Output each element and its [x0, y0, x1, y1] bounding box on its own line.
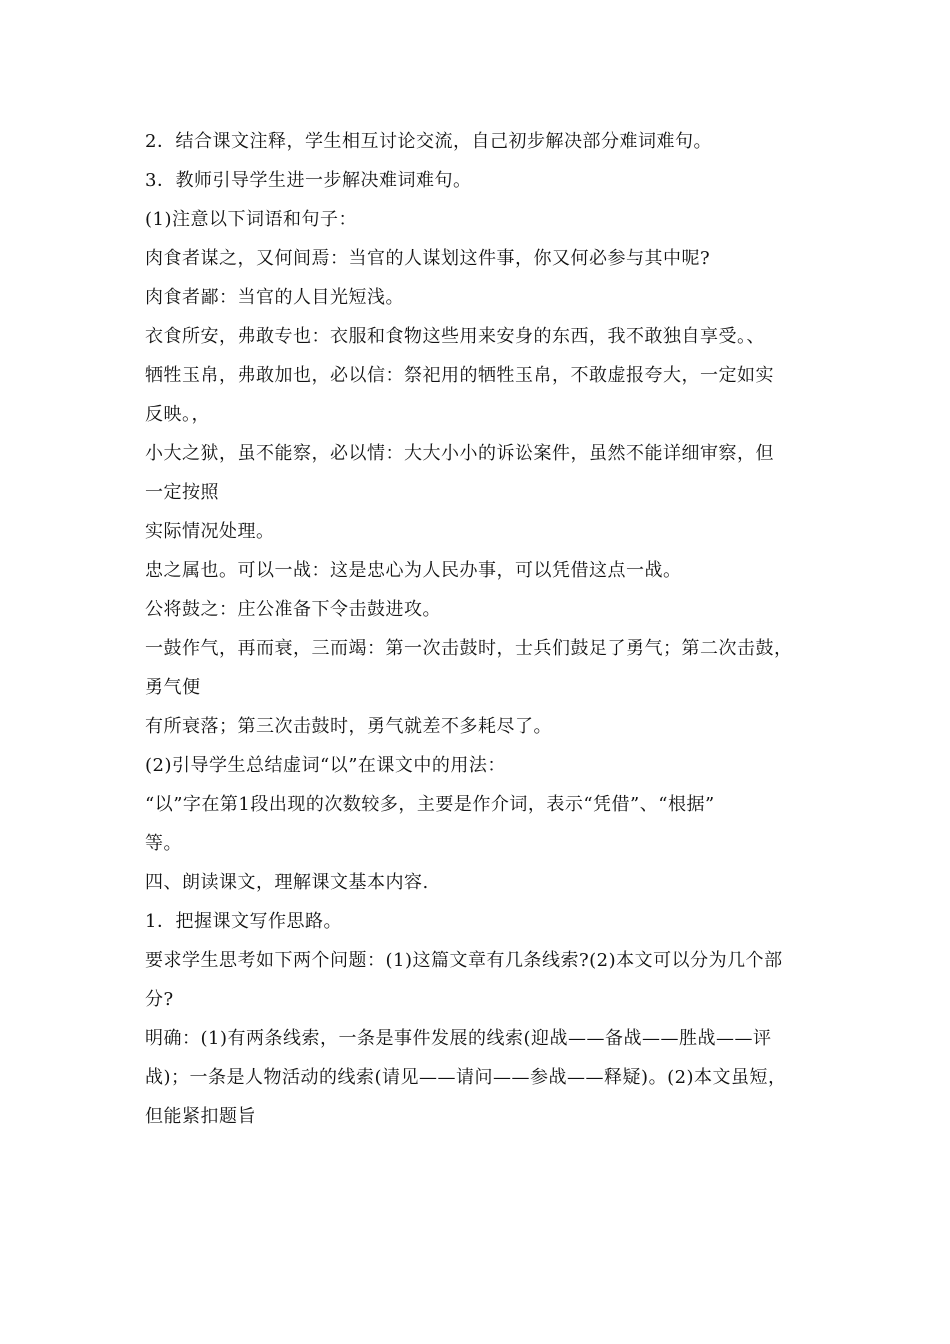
text-line: 四、朗读课文，理解课文基本内容.	[145, 872, 429, 893]
text-line: 牺牲玉帛，弗敢加也，必以信：祭祀用的牺牲玉帛，不敢虚报夸大，一定如实	[145, 365, 774, 386]
text-line: (1)注意以下词语和句子：	[145, 209, 357, 230]
text-line: 实际情况处理。	[145, 521, 275, 542]
text-line: 小大之狱，虽不能察，必以情：大大小小的诉讼案件，虽然不能详细审察，但	[145, 443, 774, 464]
text-line: 明确：(1)有两条线索，一条是事件发展的线索(迎战——备战——胜战——评	[145, 1028, 772, 1049]
text-line: 要求学生思考如下两个问题：(1)这篇文章有几条线索?(2)本文可以分为几个部	[145, 950, 783, 971]
text-line: 有所衰落；第三次击鼓时，勇气就差不多耗尽了。	[145, 716, 552, 737]
text-line: 反映。，	[145, 404, 210, 425]
text-line: 肉食者谋之，又何间焉：当官的人谋划这件事，你又何必参与其中呢?	[145, 248, 711, 269]
text-line: 战)；一条是人物活动的线索(请见——请问——参战——释疑)。(2)本文虽短，	[145, 1067, 787, 1088]
text-line: 勇气便	[145, 677, 201, 698]
document-body	[145, 122, 810, 1136]
text-line: 2．结合课文注释，学生相互讨论交流，自己初步解决部分难词难句。	[145, 131, 712, 152]
text-line: 一鼓作气，再而衰，三而竭：第一次击鼓时，士兵们鼓足了勇气；第二次击鼓，	[145, 638, 793, 659]
text-line: 衣食所安，弗敢专也：衣服和食物这些用来安身的东西，我不敢独自享受。、	[145, 326, 765, 347]
text-line: (2)引导学生总结虚词“以”在课文中的用法：	[145, 755, 506, 776]
text-line: 忠之属也。可以一战：这是忠心为人民办事，可以凭借这点一战。	[145, 560, 682, 581]
text-line: 但能紧扣题旨	[145, 1106, 256, 1127]
text-line: 3．教师引导学生进一步解决难词难句。	[145, 170, 472, 191]
text-line: 肉食者鄙：当官的人目光短浅。	[145, 287, 404, 308]
text-line: “以”字在第1段出现的次数较多，主要是作介词，表示“凭借”、“根据”	[145, 794, 715, 815]
text-line: 1．把握课文写作思路。	[145, 911, 342, 932]
text-line: 公将鼓之：庄公准备下令击鼓进攻。	[145, 599, 441, 620]
text-line: 等。	[145, 833, 182, 854]
text-line: 分?	[145, 989, 174, 1010]
text-line: 一定按照	[145, 482, 219, 503]
